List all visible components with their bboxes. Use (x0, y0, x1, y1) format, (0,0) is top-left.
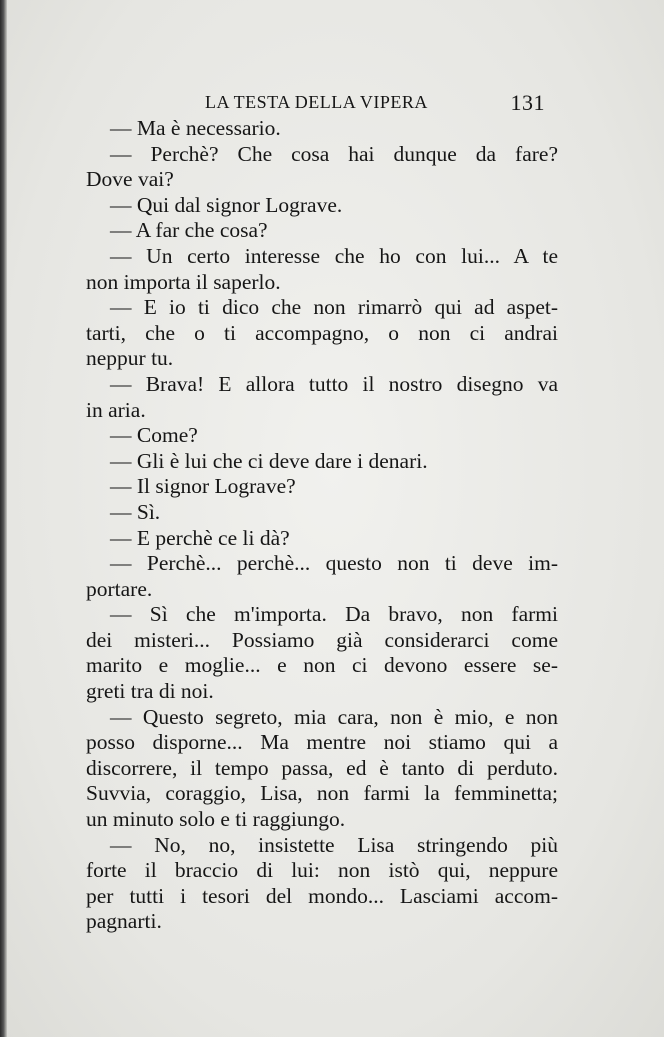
page-number: 131 (510, 90, 545, 115)
running-title: LA TESTA DELLA VIPERA (205, 92, 428, 112)
text-line: non importa il saperlo. (86, 269, 281, 294)
text-line: — Come? (110, 423, 198, 448)
text-line: greti tra di noi. (86, 679, 214, 704)
text-line: pagnarti. (86, 909, 162, 934)
text-line: — E io ti dico che non rimarrò qui ad aspet- (110, 295, 558, 320)
text-line: per tutti i tesori del mondo... Lasciami accom- (86, 883, 558, 908)
text-line: — Sì che m'importa. Da bravo, non farmi (110, 602, 558, 627)
text-line: portare. (86, 576, 153, 601)
text-line: — Qui dal signor Lograve. (110, 192, 343, 217)
text-line: — Gli è lui che ci deve dare i denari. (110, 448, 428, 473)
text-line: — Il signor Lograve? (110, 474, 296, 499)
text-line: neppur tu. (86, 346, 174, 371)
text-line: discorrere, il tempo passa, ed è tanto di perduto. (86, 755, 558, 780)
book-spine-shadow (0, 0, 7, 1037)
text-line: Dove vai? (86, 167, 174, 192)
text-line: posso disporne... Ma mentre noi stiamo qui a (86, 730, 558, 755)
text-line: dei misteri... Possiamo già considerarci come (86, 627, 558, 652)
text-line: forte il braccio di lui: non istò qui, neppure (86, 858, 558, 883)
text-line: — Ma è necessario. (110, 116, 281, 140)
text-line: — Perchè? Che cosa hai dunque da fare? (110, 141, 558, 166)
text-line: — Questo segreto, mia cara, non è mio, e non (110, 704, 558, 729)
text-line: tarti, che o ti accompagno, o non ci andrai (86, 320, 558, 345)
text-line: in aria. (86, 397, 146, 422)
body-text (86, 116, 558, 935)
text-line: — No, no, insistette Lisa stringendo più (110, 832, 558, 857)
text-line: — E perchè ce li dà? (110, 525, 290, 550)
text-line: Suvvia, coraggio, Lisa, non farmi la femminetta; (86, 781, 558, 806)
text-line: — Un certo interesse che ho con lui... A te (110, 243, 558, 268)
text-line: un minuto solo e ti raggiungo. (86, 807, 346, 832)
text-line: — Perchè... perchè... questo non ti deve im- (110, 551, 558, 576)
text-line: — Brava! E allora tutto il nostro disegno va (110, 371, 558, 396)
text-line: marito e moglie... e non ci devono essere se- (86, 653, 558, 678)
text-line: — A far che cosa? (110, 218, 268, 243)
text-line: — Sì. (110, 499, 161, 524)
